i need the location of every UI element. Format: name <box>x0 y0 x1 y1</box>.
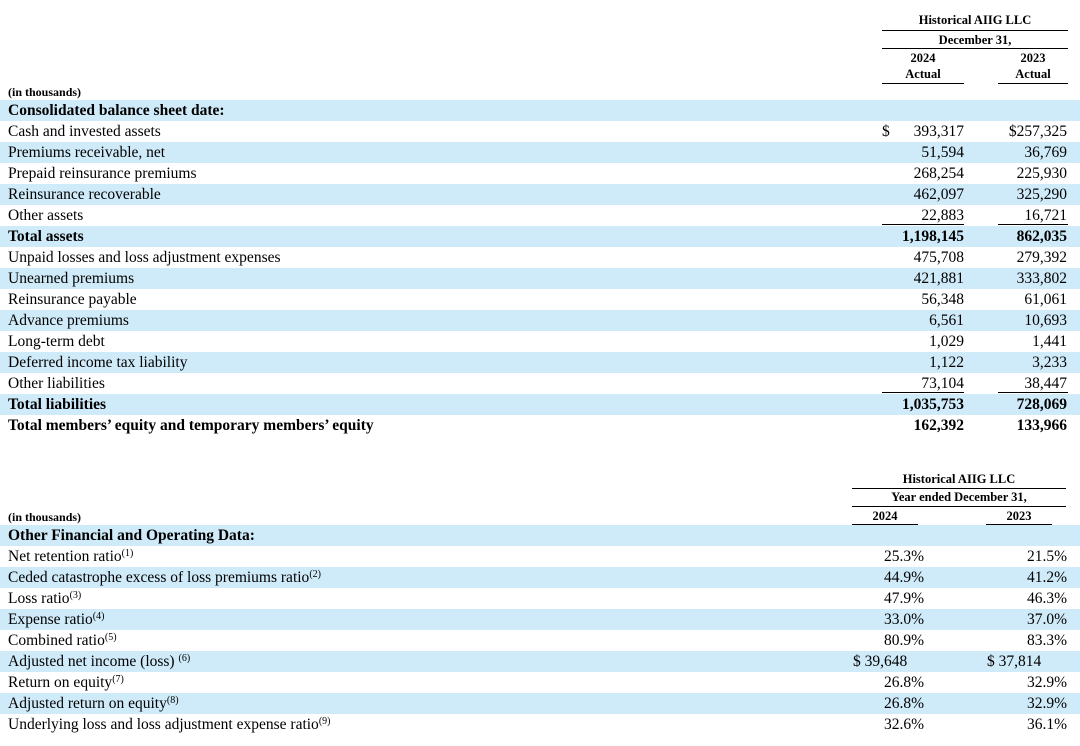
table1-col2-year: 2023 <box>1020 51 1046 65</box>
value-2024: 44.9% <box>884 569 925 586</box>
value-2024: 393,317 <box>913 123 964 140</box>
table-row <box>0 394 1080 415</box>
value-2023: $257,325 <box>1008 123 1067 140</box>
dollar-sign: $ <box>882 123 890 140</box>
table2-section-title: Other Financial and Operating Data: <box>8 527 255 544</box>
row-label: Reinsurance payable <box>8 291 137 308</box>
table2-period-rule <box>852 506 1066 507</box>
table1-section-title-row <box>0 100 1080 121</box>
value-2023: 333,802 <box>1016 270 1067 287</box>
value-2023: 61,061 <box>1024 291 1067 308</box>
table2-period-header: Year ended December 31, <box>891 490 1027 504</box>
table-row <box>0 268 1080 289</box>
row-label-text: Ceded catastrophe excess of loss premiums ratio <box>8 569 310 586</box>
table-row <box>0 184 1080 205</box>
table-row <box>0 651 1080 672</box>
table1-period-header: December 31, <box>938 33 1012 47</box>
value-2024: 268,254 <box>913 165 964 182</box>
row-label <box>8 567 321 588</box>
value-2023: 36.1% <box>1026 716 1067 733</box>
table-row <box>0 567 1080 588</box>
value-2024: 475,708 <box>913 249 964 266</box>
value-2023: 83.3% <box>1026 632 1067 649</box>
value-2024: 22,883 <box>921 207 964 224</box>
footnote-ref: (9) <box>318 716 331 727</box>
value-2023: 32.9% <box>1026 695 1067 712</box>
table-row <box>0 546 1080 567</box>
row-label: Unpaid losses and loss adjustment expenses <box>8 249 281 266</box>
value-2023: 41.2% <box>1026 569 1067 586</box>
value-2023: 37.0% <box>1026 611 1067 628</box>
subtotal-rule <box>998 392 1068 393</box>
subtotal-rule <box>882 224 964 225</box>
value-2024: $ 39,648 <box>853 653 908 670</box>
row-label-text: Net retention ratio <box>8 548 122 565</box>
table1-period-rule <box>882 48 1068 49</box>
table-row <box>0 205 1080 226</box>
table2-section-title-row <box>0 525 1080 546</box>
table-row <box>0 714 1080 735</box>
value-2024: 26.8% <box>884 695 925 712</box>
footnote-ref: (6) <box>178 653 191 664</box>
table-row <box>0 630 1080 651</box>
value-2023: 279,392 <box>1016 249 1067 266</box>
footnote-ref: (8) <box>166 695 179 706</box>
footnote-ref: (5) <box>104 632 117 643</box>
row-label: Other assets <box>8 207 84 224</box>
table1-col1-rule <box>882 83 964 84</box>
row-label <box>8 651 190 672</box>
row-label <box>8 672 124 693</box>
table-row <box>0 331 1080 352</box>
row-label <box>8 588 81 609</box>
value-2024: 80.9% <box>884 632 925 649</box>
value-2024: 1,122 <box>929 354 964 371</box>
subtotal-rule <box>882 392 964 393</box>
value-2024: 462,097 <box>913 186 964 203</box>
table-row <box>0 672 1080 693</box>
row-label <box>8 714 330 735</box>
row-label <box>8 546 133 567</box>
table2-units-label: (in thousands) <box>8 510 82 524</box>
value-2023: 1,441 <box>1032 333 1067 350</box>
row-label: Prepaid reinsurance premiums <box>8 165 197 182</box>
value-2024: 1,029 <box>929 333 964 350</box>
table-row <box>0 142 1080 163</box>
row-label: Unearned premiums <box>8 270 135 287</box>
footnote-ref: (2) <box>309 569 321 580</box>
row-label: Total members’ equity and temporary members’ equity <box>8 417 374 434</box>
value-2023: 36,769 <box>1024 144 1067 161</box>
table-row <box>0 415 1080 436</box>
value-2023: 728,069 <box>1016 396 1067 413</box>
value-2024: 51,594 <box>921 144 964 161</box>
row-label-text: Expense ratio <box>8 611 93 628</box>
row-label <box>8 609 104 630</box>
row-label: Reinsurance recoverable <box>8 186 161 203</box>
table-row <box>0 352 1080 373</box>
table-row <box>0 289 1080 310</box>
value-2023: 46.3% <box>1026 590 1067 607</box>
row-label-text: Underlying loss and loss adjustment expense ratio <box>8 716 319 733</box>
table1-col2-rule <box>998 83 1068 84</box>
table1-group-header: Historical AIIG LLC <box>918 13 1032 27</box>
value-2024: 421,881 <box>913 270 964 287</box>
table1-section-title: Consolidated balance sheet date: <box>8 102 225 119</box>
row-label <box>8 630 117 651</box>
value-2023: 21.5% <box>1026 548 1067 565</box>
footnote-ref: (1) <box>121 548 134 559</box>
table-row <box>0 121 1080 142</box>
table-row <box>0 163 1080 184</box>
table-row <box>0 310 1080 331</box>
value-2024: 6,561 <box>929 312 964 329</box>
value-2024: 73,104 <box>921 375 964 392</box>
value-2023: 16,721 <box>1024 207 1067 224</box>
table1-col1-sub: Actual <box>905 67 941 81</box>
row-label-text: Combined ratio <box>8 632 105 649</box>
table-row <box>0 588 1080 609</box>
row-label: Cash and invested assets <box>8 123 161 140</box>
table1-group-rule <box>882 30 1068 31</box>
table1-col2-sub: Actual <box>1015 67 1051 81</box>
table-row <box>0 226 1080 247</box>
row-label: Total liabilities <box>8 396 107 413</box>
table-row <box>0 609 1080 630</box>
value-2023: 38,447 <box>1024 375 1067 392</box>
table1-units-label: (in thousands) <box>8 85 82 99</box>
value-2024: 26.8% <box>884 674 925 691</box>
table1-col1-year: 2024 <box>910 51 936 65</box>
table-row <box>0 373 1080 394</box>
value-2024: 47.9% <box>884 590 925 607</box>
value-2024: 1,035,753 <box>902 396 964 413</box>
row-label: Premiums receivable, net <box>8 144 166 161</box>
row-label-text: Adjusted return on equity <box>8 695 167 712</box>
row-label: Advance premiums <box>8 312 129 329</box>
footnote-ref: (4) <box>92 611 105 622</box>
value-2024: 162,392 <box>913 417 964 434</box>
table2-col1-year: 2024 <box>872 509 898 523</box>
row-label: Other liabilities <box>8 375 105 392</box>
table-row <box>0 247 1080 268</box>
row-label: Total assets <box>8 228 84 245</box>
row-label-text: Adjusted net income (loss) <box>8 653 179 670</box>
value-2024: 1,198,145 <box>902 228 964 245</box>
value-2024: 25.3% <box>884 548 925 565</box>
footnote-ref: (3) <box>69 590 82 601</box>
row-label: Deferred income tax liability <box>8 354 188 371</box>
footnote-ref: (7) <box>112 674 124 685</box>
table2-group-header: Historical AIIG LLC <box>902 472 1016 486</box>
table2-col2-year: 2023 <box>1006 509 1032 523</box>
value-2024: 33.0% <box>884 611 925 628</box>
value-2023: 32.9% <box>1026 674 1067 691</box>
subtotal-rule <box>998 224 1068 225</box>
value-2023: 133,966 <box>1016 417 1067 434</box>
value-2023: 10,693 <box>1024 312 1067 329</box>
table-row <box>0 693 1080 714</box>
row-label-text: Return on equity <box>8 674 113 691</box>
value-2023: 225,930 <box>1016 165 1067 182</box>
value-2023: $ 37,814 <box>987 653 1042 670</box>
value-2024: 32.6% <box>884 716 925 733</box>
row-label-text: Loss ratio <box>8 590 70 607</box>
value-2023: 3,233 <box>1032 354 1067 371</box>
row-label <box>8 693 179 714</box>
value-2023: 325,290 <box>1016 186 1067 203</box>
value-2024: 56,348 <box>921 291 964 308</box>
row-label: Long-term debt <box>8 333 105 350</box>
value-2023: 862,035 <box>1016 228 1067 245</box>
